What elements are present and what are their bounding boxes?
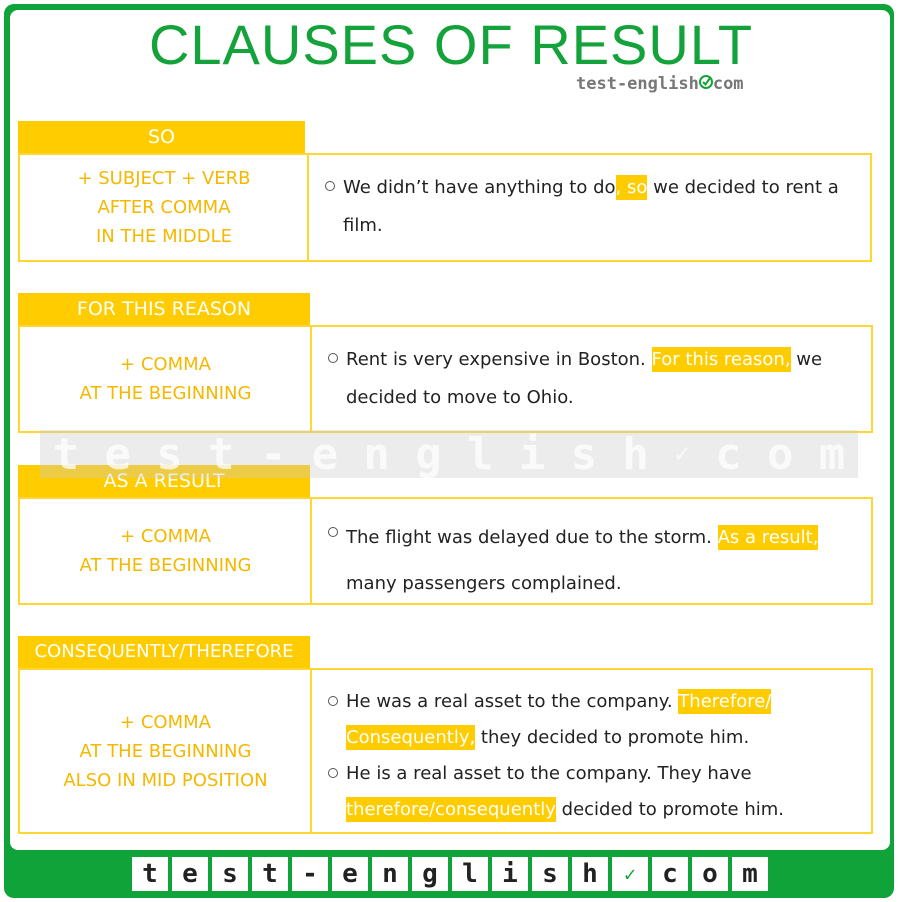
highlight-connector: As a result,	[717, 527, 819, 548]
section-example-for-this-reason	[310, 325, 873, 433]
rule-line: + SUBJECT + VERB	[77, 168, 251, 189]
section-example-as-a-result	[310, 497, 873, 605]
section-tab-consequently-therefore: CONSEQUENTLY/THEREFORE	[18, 636, 310, 668]
example-sentence: He was a real asset to the company. Therefore/ Consequently, they decided to promote him.	[346, 684, 855, 756]
highlight-connector: For this reason,	[651, 349, 791, 370]
highlight-connector: , so	[615, 177, 648, 198]
check-icon	[699, 75, 713, 89]
section-tab-as-a-result: AS A RESULT	[18, 465, 310, 497]
footer-brand: t e s t - e n g l i s h ✓ c o m	[132, 857, 768, 891]
section-example-consequently-therefore	[310, 668, 873, 834]
section-rules-consequently-therefore	[18, 668, 311, 834]
section-rules-as-a-result	[18, 497, 311, 605]
section-example-so	[307, 153, 872, 262]
rule-line: + COMMA	[120, 354, 211, 375]
example-sentence: Rent is very expensive in Boston. For this reason, we decided to move to Ohio.	[346, 341, 855, 417]
example-sentence: The flight was delayed due to the storm. As a result, many passengers complained.	[346, 515, 855, 607]
rule-line: IN THE MIDDLE	[95, 226, 233, 247]
brand-text-right: com	[712, 74, 744, 94]
brand-text-left: test-english	[576, 74, 699, 94]
rule-line: + COMMA	[120, 526, 211, 547]
section-tab-so: SO	[18, 121, 305, 153]
example-sentence: He is a real asset to the company. They have therefore/consequently decided to promote him.	[346, 756, 855, 828]
check-icon: ✓	[612, 857, 648, 891]
highlight-connector: Therefore/ Consequently,	[346, 691, 772, 748]
highlight-connector: therefore/consequently	[346, 799, 556, 820]
rule-line: AT THE BEGINNING	[79, 383, 252, 404]
brand-logo	[576, 74, 744, 94]
rule-line: AT THE BEGINNING	[79, 740, 252, 762]
rule-line: AFTER COMMA	[97, 197, 231, 218]
check-icon: ✓	[674, 439, 690, 469]
rule-line: + COMMA	[120, 711, 211, 733]
rule-line: ALSO IN MID POSITION	[63, 769, 268, 791]
section-rules-for-this-reason	[18, 325, 311, 433]
watermark: t e s t - e n g l i s h ✓ c o m	[40, 430, 858, 478]
section-tab-for-this-reason: FOR THIS REASON	[18, 293, 310, 325]
example-sentence: We didn’t have anything to do, so we decided to rent a film.	[343, 169, 854, 245]
page-title: CLAUSES OF RESULT	[148, 13, 754, 76]
rule-line: AT THE BEGINNING	[79, 555, 252, 576]
section-rules-so	[18, 153, 308, 262]
